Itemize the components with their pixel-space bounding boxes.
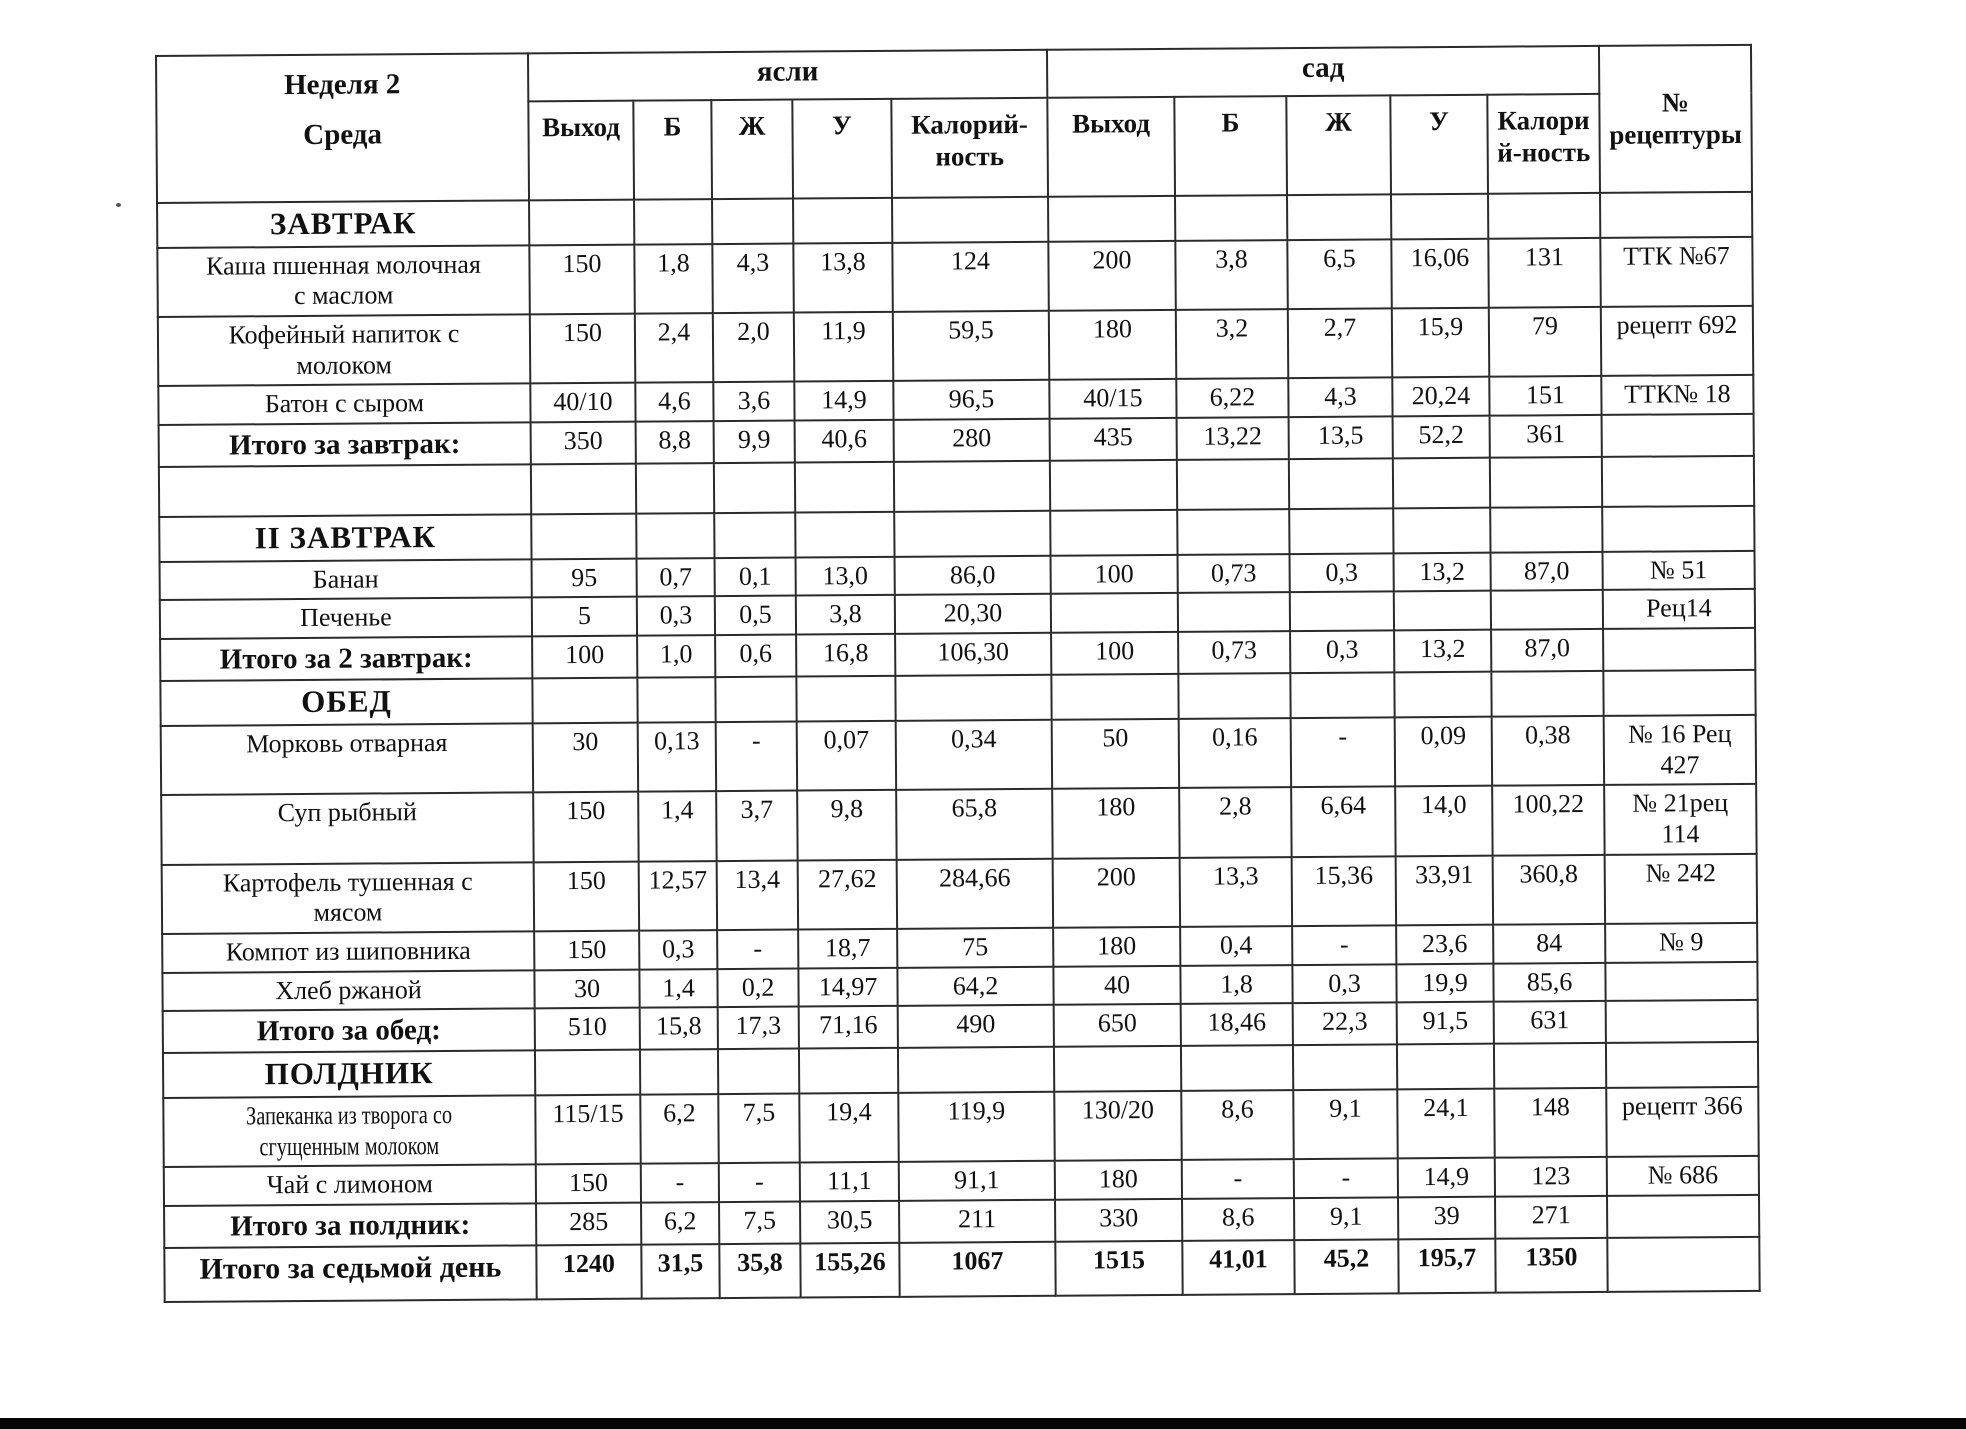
dish-name-cell: Итого за седьмой день [164,1246,536,1303]
yasli-value-cell: 1,8 [634,244,712,314]
recipe-column-header: № рецептуры [1599,45,1752,193]
empty-value-cell [895,675,1051,721]
empty-value-cell [1178,673,1290,718]
dish-name-cell: Батон с сыром [158,384,530,425]
yasli-value-cell: 0,3 [639,930,717,969]
sad-value-cell: 100 [1051,555,1178,595]
sad-value-cell: - [1291,717,1395,787]
sad-value-cell: 18,46 [1181,1003,1293,1046]
sad-value-cell: 4,3 [1288,378,1392,417]
yasli-value-cell: 14,97 [798,967,897,1006]
yasli-value-cell: 4,3 [712,243,793,313]
sad-value-cell: 650 [1054,1004,1181,1047]
empty-value-cell [1488,193,1600,238]
empty-value-cell [535,1050,640,1095]
recipe-cell: № 16 Рец 427 [1604,715,1756,785]
empty-value-cell [715,677,796,722]
yasli-value-cell: 35,8 [719,1244,800,1299]
dish-name-text: Запеканка из творога со сгущенным молоком [246,1099,453,1162]
sad-value-cell: 16,06 [1391,238,1488,308]
yasli-value-cell: 150 [534,861,639,931]
sad-value-cell: 0,3 [1290,553,1394,592]
yasli-value-cell: 100 [532,636,637,679]
recipe-cell [1603,628,1755,671]
sad-value-cell: 100 [1051,632,1178,675]
empty-value-cell [898,1047,1054,1093]
empty-value-cell [531,464,636,515]
yasli-value-cell: 14,9 [794,381,893,420]
dish-name-cell: Кофейный напиток с молоком [158,314,530,386]
sad-kcal-header: Калори й-ность [1487,94,1600,194]
yasli-value-cell: 27,62 [798,859,897,929]
sad-value-cell: 8,6 [1181,1090,1293,1160]
sad-value-cell: 180 [1052,788,1179,858]
yasli-value-cell: 7,5 [718,1094,799,1164]
yasli-value-cell: 5 [532,597,637,636]
sad-value-cell: 2,7 [1288,308,1392,378]
section-header-cell: ОБЕД [160,679,532,726]
yasli-zh-header: Ж [711,100,793,200]
empty-value-cell [1391,194,1488,239]
empty-value-cell [1177,509,1289,554]
sad-value-cell: 23,6 [1396,925,1493,964]
sad-value-cell: 148 [1494,1088,1606,1158]
yasli-value-cell: - [716,721,797,791]
yasli-value-cell: 13,4 [717,860,798,930]
sad-value-cell: 123 [1495,1157,1607,1196]
sad-value-cell: - [1292,925,1396,964]
empty-value-cell [714,513,795,558]
sad-value-cell: 20,24 [1392,377,1489,416]
recipe-cell: № 242 [1605,853,1757,923]
sad-value-cell: 0,3 [1292,964,1396,1003]
yasli-u-header: У [792,99,892,199]
empty-value-cell [894,511,1050,557]
empty-value-cell [634,199,712,244]
grand-row [164,1237,1759,1302]
yasli-value-cell: 65,8 [896,789,1052,859]
recipe-cell: № 9 [1605,923,1757,963]
sad-value-cell: 39 [1398,1197,1495,1240]
yasli-value-cell: 86,0 [895,555,1051,595]
section-header-cell: ПОЛДНИК [163,1051,535,1098]
day-label: Среда [303,118,383,152]
yasli-value-cell: 510 [535,1008,640,1051]
sad-value-cell: 0,73 [1178,554,1290,593]
yasli-value-cell: 150 [533,792,638,862]
sad-value-cell: 6,5 [1287,239,1391,309]
dish-name-cell: Чай с лимоном [164,1165,536,1206]
sad-value-cell [1394,591,1491,630]
yasli-value-cell: 0,34 [896,720,1052,790]
yasli-value-cell: 11,1 [800,1162,899,1201]
empty-value-cell [1494,1043,1606,1088]
section-header-cell: II ЗАВТРАК [159,515,531,562]
yasli-value-cell: - [641,1163,719,1202]
empty-value-cell [1394,672,1491,717]
yasli-value-cell: 285 [536,1203,641,1246]
yasli-value-cell: - [719,1163,800,1202]
yasli-value-cell: 17,3 [718,1007,799,1050]
empty-value-cell [1050,510,1177,555]
dish-name-cell: Итого за полдник: [164,1203,536,1248]
empty-value-cell [636,463,714,514]
empty-value-cell [894,461,1050,512]
empty-value-cell [718,1049,799,1094]
yasli-value-cell: 13,8 [793,242,892,312]
recipe-cell: ТТК №67 [1600,236,1752,306]
sad-value-cell: 13,5 [1289,416,1393,459]
yasli-value-cell: 30,5 [800,1201,899,1244]
recipe-cell [1607,1237,1759,1292]
dish-name-cell [163,1095,535,1167]
yasli-value-cell: 150 [536,1164,641,1203]
sad-value-cell: 79 [1489,307,1601,377]
sad-value-cell: 631 [1494,1001,1606,1044]
sad-value-cell: 1515 [1055,1241,1182,1296]
sad-value-cell: 9,1 [1294,1197,1398,1240]
sad-value-cell [1178,592,1290,631]
empty-name-cell [159,465,531,518]
empty-recipe-cell [1602,456,1754,507]
sad-value-cell: 15,9 [1392,308,1489,378]
sad-value-cell: 0,3 [1290,630,1394,673]
yasli-value-cell: 12,57 [639,861,717,931]
sad-value-cell: 180 [1049,310,1176,380]
yasli-value-cell: 71,16 [799,1006,898,1049]
sad-value-cell: 6,22 [1176,378,1288,417]
dish-name-cell: Компот из шиповника [162,931,534,972]
sad-value-cell: 91,5 [1397,1002,1494,1045]
recipe-cell: ТТК№ 18 [1601,375,1753,415]
empty-value-cell [532,678,637,723]
empty-value-cell [1393,458,1490,509]
yasli-value-cell: 124 [892,241,1048,311]
sad-value-cell: 0,16 [1179,718,1291,788]
dish-name-cell: Печенье [160,598,532,639]
empty-value-cell [796,676,895,721]
sad-value-cell: 85,6 [1493,962,1605,1001]
yasli-value-cell: 3,7 [716,791,797,861]
empty-value-cell [1181,1046,1293,1091]
sad-value-cell: 15,36 [1292,856,1396,926]
sad-value-cell: 3,8 [1175,240,1287,310]
yasli-value-cell: 211 [899,1200,1055,1243]
sad-value-cell: 9,1 [1293,1089,1397,1159]
yasli-value-cell: 1067 [899,1242,1055,1297]
recipe-cell: № 21рец 114 [1604,784,1756,854]
menu-table-body [157,192,1760,1302]
sad-value-cell: 87,0 [1491,629,1603,672]
yasli-value-cell: 106,30 [895,633,1051,676]
sad-value-cell: 14,0 [1395,786,1492,856]
empty-recipe-cell [1602,506,1754,552]
sad-value-cell: 14,9 [1398,1158,1495,1197]
yasli-value-cell: 40,6 [795,420,894,463]
yasli-value-cell: 119,9 [898,1092,1054,1162]
sad-value-cell: 13,2 [1394,630,1491,673]
sad-value-cell: 87,0 [1491,552,1603,591]
sad-value-cell: 271 [1495,1196,1607,1239]
yasli-value-cell: 15,8 [640,1007,718,1050]
yasli-value-cell: 7,5 [719,1202,800,1245]
yasli-value-cell: 30 [533,723,638,793]
sad-value-cell: 151 [1489,376,1601,415]
yasli-value-cell: 8,8 [636,421,714,464]
yasli-value-cell: 3,6 [713,382,794,421]
yasli-value-cell: 155,26 [800,1243,899,1298]
group-yasli-header: ясли [528,50,1047,102]
yasli-value-cell: 16,8 [796,634,895,677]
empty-value-cell [1397,1044,1494,1089]
empty-value-cell [1290,673,1394,718]
sad-value-cell [1491,590,1603,629]
sad-value-cell: 180 [1055,1160,1182,1200]
sad-vyhod-header: Выход [1047,97,1175,197]
yasli-kcal-header: Калорий- ность [891,98,1048,198]
yasli-value-cell: 1,4 [638,791,716,861]
empty-value-cell [799,1048,898,1093]
dish-row [162,853,1757,933]
sad-value-cell: 361 [1490,415,1602,458]
dish-name-cell: Итого за 2 завтрак: [160,636,532,681]
sad-value-cell: 6,64 [1291,787,1395,857]
yasli-value-cell: 96,5 [893,380,1049,420]
sad-value-cell: 50 [1052,719,1179,789]
empty-value-cell [1054,1046,1181,1091]
sad-value-cell: 200 [1053,857,1180,927]
empty-value-cell [714,463,795,514]
sad-value-cell: 40 [1053,965,1180,1005]
empty-value-cell [1287,194,1391,239]
recipe-cell: № 686 [1607,1156,1759,1196]
sad-value-cell: 13,22 [1177,417,1289,460]
dish-row [161,715,1756,795]
yasli-value-cell: 0,5 [715,596,796,635]
recipe-cell: Рец14 [1603,589,1755,629]
yasli-value-cell: 284,66 [897,858,1053,928]
yasli-value-cell: 4,6 [635,382,713,421]
empty-value-cell [1289,509,1393,554]
empty-value-cell [529,200,634,245]
yasli-value-cell: 40/10 [530,383,635,422]
yasli-value-cell: 0,1 [715,557,796,596]
dish-name-cell: Картофель тушенная с мясом [162,862,534,934]
empty-value-cell [1051,674,1178,719]
yasli-value-cell: 350 [531,422,636,465]
yasli-value-cell: 30 [534,969,639,1008]
section-header-cell: ЗАВТРАК [157,200,529,247]
menu-nutrition-table [155,44,1761,1303]
empty-value-cell [1490,457,1602,508]
sad-value-cell: 0,4 [1180,926,1292,965]
yasli-value-cell: 19,4 [799,1093,898,1163]
recipe-cell [1607,1195,1759,1238]
yasli-value-cell: - [717,929,798,968]
empty-value-cell [793,198,892,243]
yasli-value-cell: 490 [898,1005,1054,1048]
yasli-value-cell: 75 [897,928,1053,968]
yasli-value-cell: 2,4 [635,313,713,383]
sad-value-cell: 3,2 [1176,309,1288,379]
yasli-value-cell: 0,6 [715,635,796,678]
sad-value-cell: 40/15 [1049,379,1176,419]
yasli-value-cell: 3,8 [796,595,895,634]
sad-value-cell: 360,8 [1493,854,1605,924]
sad-value-cell: 180 [1053,927,1180,967]
empty-value-cell [1050,460,1177,511]
dish-row [161,784,1756,864]
recipe-cell: № 51 [1603,551,1755,591]
sad-value-cell: 195,7 [1398,1239,1495,1294]
empty-recipe-cell [1603,670,1755,716]
sad-value-cell: 52,2 [1393,416,1490,459]
yasli-value-cell: 59,5 [893,311,1049,381]
dish-name-cell: Итого за завтрак: [159,422,531,467]
sad-value-cell: 13,2 [1394,552,1491,591]
yasli-value-cell: 11,9 [794,312,893,382]
empty-value-cell [1289,459,1393,510]
yasli-value-cell: 150 [529,244,634,314]
dish-row [163,1087,1758,1167]
sad-value-cell: 1350 [1495,1238,1607,1293]
group-sad-header: сад [1047,46,1599,98]
empty-value-cell [636,513,714,558]
recipe-cell [1602,414,1754,457]
empty-value-cell [712,199,793,244]
empty-value-cell [1177,459,1289,510]
yasli-value-cell: 115/15 [535,1095,640,1165]
sad-value-cell: 84 [1493,924,1605,963]
yasli-value-cell: 280 [894,419,1050,462]
empty-value-cell [1293,1045,1397,1090]
yasli-value-cell: 13,0 [796,557,895,596]
sad-value-cell: 1,8 [1180,965,1292,1004]
yasli-value-cell: 0,07 [797,721,896,791]
sad-b-header: Б [1174,96,1287,196]
yasli-value-cell: 64,2 [897,966,1053,1006]
sad-value-cell: 19,9 [1396,963,1493,1002]
yasli-value-cell: 31,5 [641,1244,719,1299]
yasli-value-cell: 20,30 [895,594,1051,634]
yasli-value-cell: 0,7 [637,558,715,597]
sad-value-cell: 41,01 [1182,1240,1294,1295]
yasli-value-cell: 0,13 [638,722,716,792]
recipe-cell: рецепт 366 [1606,1087,1758,1157]
empty-value-cell [640,1050,718,1095]
sad-value-cell: 0,09 [1395,717,1492,787]
scan-bottom-bar-artifact [0,1418,1966,1429]
empty-value-cell [795,512,894,557]
empty-value-cell [1490,507,1602,552]
sad-value-cell: 45,2 [1294,1240,1398,1295]
yasli-b-header: Б [633,100,712,200]
yasli-value-cell: 9,9 [714,420,795,463]
sad-value-cell: - [1182,1159,1294,1198]
sad-value-cell [1290,592,1394,631]
week-day-header-cell [156,53,529,203]
sad-value-cell: 8,6 [1182,1198,1294,1241]
yasli-value-cell: 6,2 [640,1094,718,1164]
sad-value-cell: 0,73 [1178,631,1290,674]
empty-value-cell [531,514,636,559]
yasli-value-cell: 95 [532,558,637,597]
empty-value-cell [1048,196,1175,241]
sad-value-cell: 100,22 [1492,785,1604,855]
empty-recipe-cell [1606,1042,1758,1088]
recipe-cell [1606,1000,1758,1043]
sad-zh-header: Ж [1286,95,1391,195]
sad-value-cell: 130/20 [1054,1091,1181,1161]
sad-value-cell: 0,38 [1492,716,1604,786]
sad-value-cell: 330 [1055,1199,1182,1242]
dish-row [157,236,1752,316]
empty-recipe-cell [1600,192,1752,238]
dish-row [158,306,1753,386]
dish-name-cell: Итого за обед: [163,1009,535,1054]
scan-speck-artifact [116,203,121,207]
sad-value-cell: 33,91 [1396,855,1493,925]
empty-value-cell [892,197,1048,243]
yasli-value-cell: 0,3 [637,597,715,636]
empty-value-cell [1491,671,1603,716]
recipe-cell [1605,961,1757,1001]
yasli-value-cell: 1,0 [637,635,715,678]
sad-value-cell: 2,8 [1179,787,1291,857]
empty-value-cell [795,462,894,513]
dish-name-cell: Каша пшенная молочная с маслом [157,245,529,317]
sad-value-cell: 435 [1050,418,1177,461]
sad-value-cell: 13,3 [1180,857,1292,927]
yasli-value-cell: 150 [530,314,635,384]
sad-value-cell: 24,1 [1397,1089,1494,1159]
yasli-value-cell: 150 [534,931,639,970]
sad-value-cell: 22,3 [1293,1003,1397,1046]
empty-value-cell [1393,508,1490,553]
yasli-value-cell: 2,0 [713,312,794,382]
empty-value-cell [637,677,715,722]
dish-name-cell: Суп рыбный [161,793,533,865]
sad-u-header: У [1390,95,1488,195]
week-label: Неделя 2 [283,68,401,102]
empty-value-cell [1175,195,1287,240]
sad-value-cell: 131 [1488,237,1600,307]
sad-value-cell [1051,593,1178,633]
dish-name-cell: Банан [160,559,532,600]
yasli-value-cell: 1240 [536,1245,641,1300]
yasli-value-cell: 9,8 [797,790,896,860]
yasli-value-cell: 1,4 [639,969,717,1008]
dish-name-cell: Морковь отварная [161,723,533,795]
yasli-value-cell: 6,2 [641,1202,719,1245]
recipe-cell: рецепт 692 [1601,306,1753,376]
yasli-vyhod-header: Выход [528,101,634,201]
dish-name-cell: Хлеб ржаной [162,970,534,1011]
yasli-value-cell: 18,7 [798,929,897,968]
sad-value-cell: - [1294,1159,1398,1198]
sad-value-cell: 200 [1048,240,1175,310]
yasli-value-cell: 91,1 [899,1161,1055,1201]
yasli-value-cell: 0,2 [717,968,798,1007]
